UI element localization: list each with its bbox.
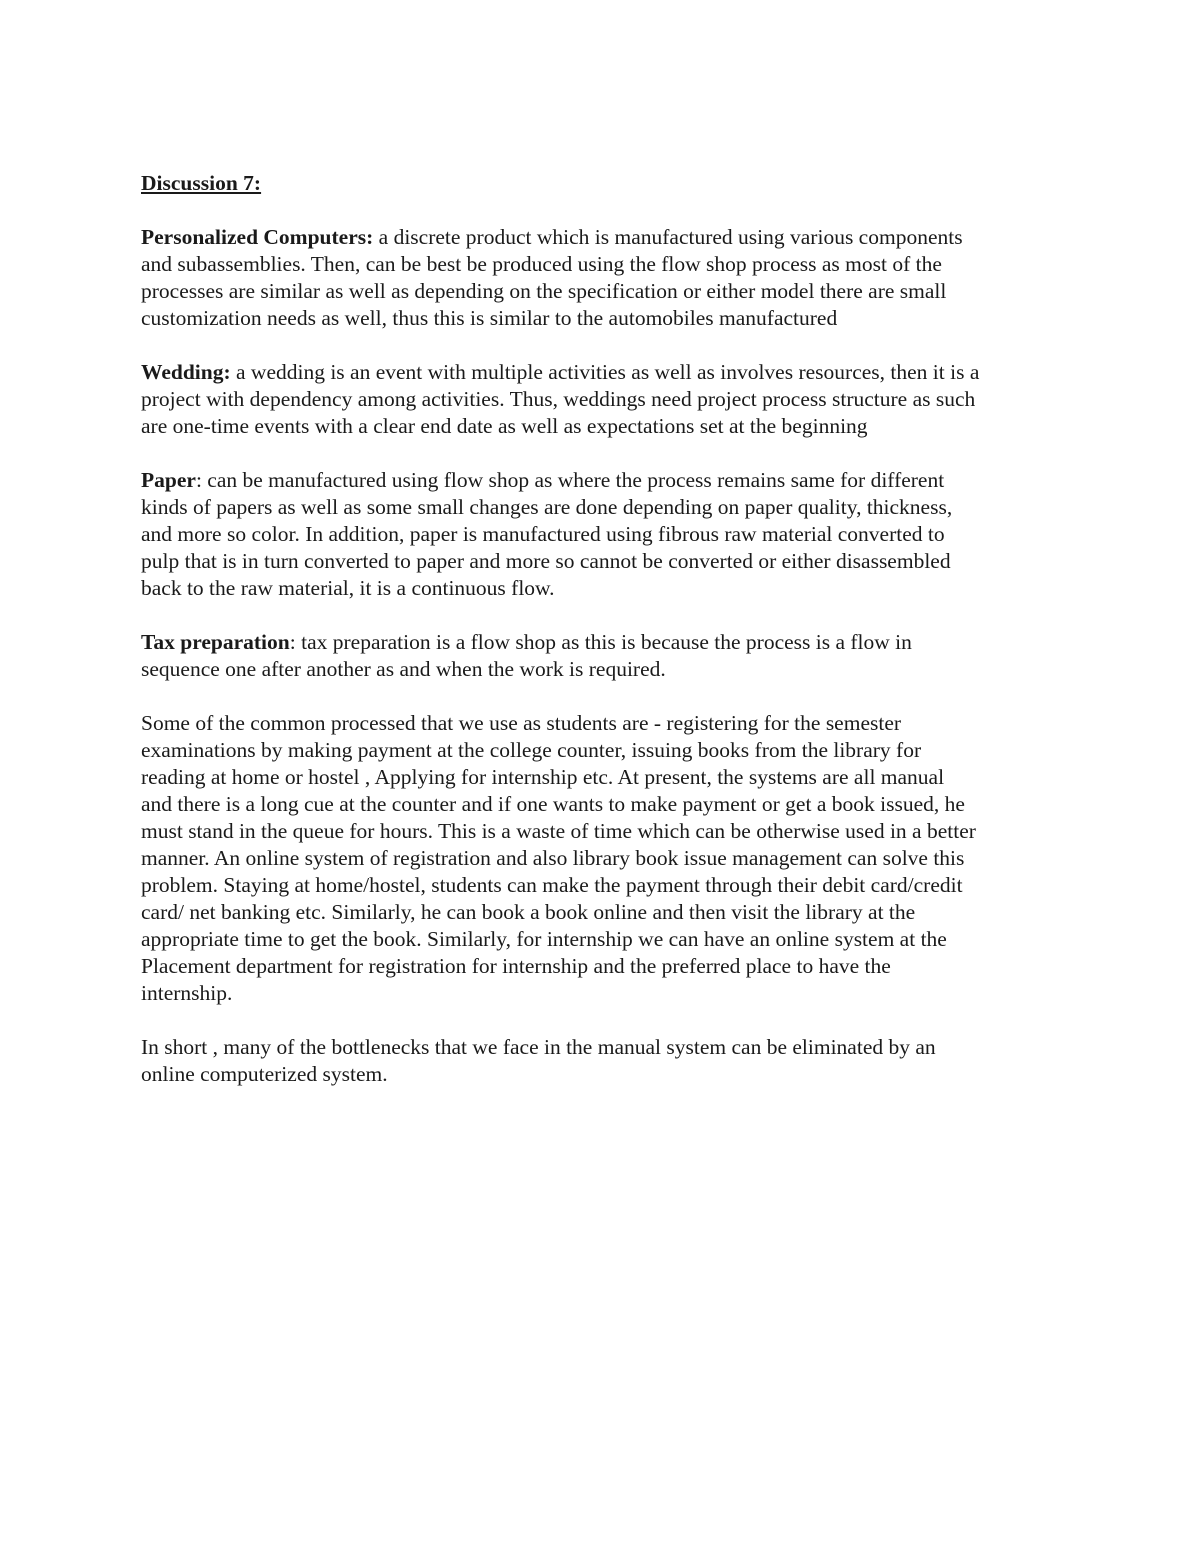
paragraph-line: must stand in the queue for hours. This is a waste of time which can be otherwise used in a better bbox=[141, 819, 976, 843]
section-line: a wedding is an event with multiple activities as well as involves resources, then it is a bbox=[230, 360, 980, 384]
section-heading: Paper bbox=[141, 468, 196, 492]
section-line: : can be manufactured using flow shop as where the process remains same for different bbox=[195, 468, 945, 492]
paragraph-line: reading at home or hostel , Applying for internship etc. At present, the systems are all manual bbox=[141, 765, 945, 789]
section-line: and more so color. In addition, paper is manufactured using fibrous raw material converted to bbox=[141, 522, 945, 546]
section-line: project with dependency among activities. Thus, weddings need project process structure as such bbox=[141, 387, 976, 411]
section-heading: Personalized Computers: bbox=[141, 225, 374, 249]
paragraph-line: online computerized system. bbox=[141, 1062, 388, 1086]
document-page bbox=[141, 170, 1066, 1115]
paragraph-line: manner. An online system of registration and also library book issue management can solve this bbox=[141, 846, 965, 870]
paragraph-line: appropriate time to get the book. Similarly, for internship we can have an online system at the bbox=[141, 927, 947, 951]
paragraph-line: card/ net banking etc. Similarly, he can book a book online and then visit the library at the bbox=[141, 900, 916, 924]
section-tax-preparation bbox=[141, 629, 1066, 683]
paragraph-line: examinations by making payment at the college counter, issuing books from the library for bbox=[141, 738, 922, 762]
section-line: are one-time events with a clear end date as well as expectations set at the beginning bbox=[141, 414, 868, 438]
section-line: sequence one after another as and when the work is required. bbox=[141, 657, 666, 681]
section-line: pulp that is in turn converted to paper and more so cannot be converted or either disassembled bbox=[141, 549, 951, 573]
paragraph-line: Placement department for registration for internship and the preferred place to have the bbox=[141, 954, 891, 978]
section-line: back to the raw material, it is a continuous flow. bbox=[141, 576, 555, 600]
paragraph-line: problem. Staying at home/hostel, students can make the payment through their debit card/credit bbox=[141, 873, 963, 897]
page-title: Discussion 7: bbox=[141, 171, 262, 195]
paragraph-conclusion bbox=[141, 1034, 1066, 1088]
section-heading: Wedding: bbox=[141, 360, 231, 384]
section-paper bbox=[141, 467, 1066, 602]
paragraph-student-processes bbox=[141, 710, 1066, 1007]
paragraph-line: Some of the common processed that we use as students are - registering for the semester bbox=[141, 711, 902, 735]
section-personalized-computers bbox=[141, 224, 1066, 332]
paragraph-line: internship. bbox=[141, 981, 233, 1005]
section-line: a discrete product which is manufactured using various components bbox=[373, 225, 963, 249]
section-line: : tax preparation is a flow shop as this is because the process is a flow in bbox=[289, 630, 912, 654]
section-wedding bbox=[141, 359, 1066, 440]
section-line: processes are similar as well as depending on the specification or either model there are small bbox=[141, 279, 947, 303]
section-line: and subassemblies. Then, can be best be produced using the flow shop process as most of the bbox=[141, 252, 942, 276]
section-line: kinds of papers as well as some small changes are done depending on paper quality, thickness, bbox=[141, 495, 953, 519]
section-heading: Tax preparation bbox=[141, 630, 290, 654]
paragraph-line: and there is a long cue at the counter and if one wants to make payment or get a book issued, he bbox=[141, 792, 965, 816]
section-line: customization needs as well, thus this is similar to the automobiles manufactured bbox=[141, 306, 838, 330]
paragraph-line: In short , many of the bottlenecks that we face in the manual system can be eliminated by an bbox=[141, 1035, 936, 1059]
